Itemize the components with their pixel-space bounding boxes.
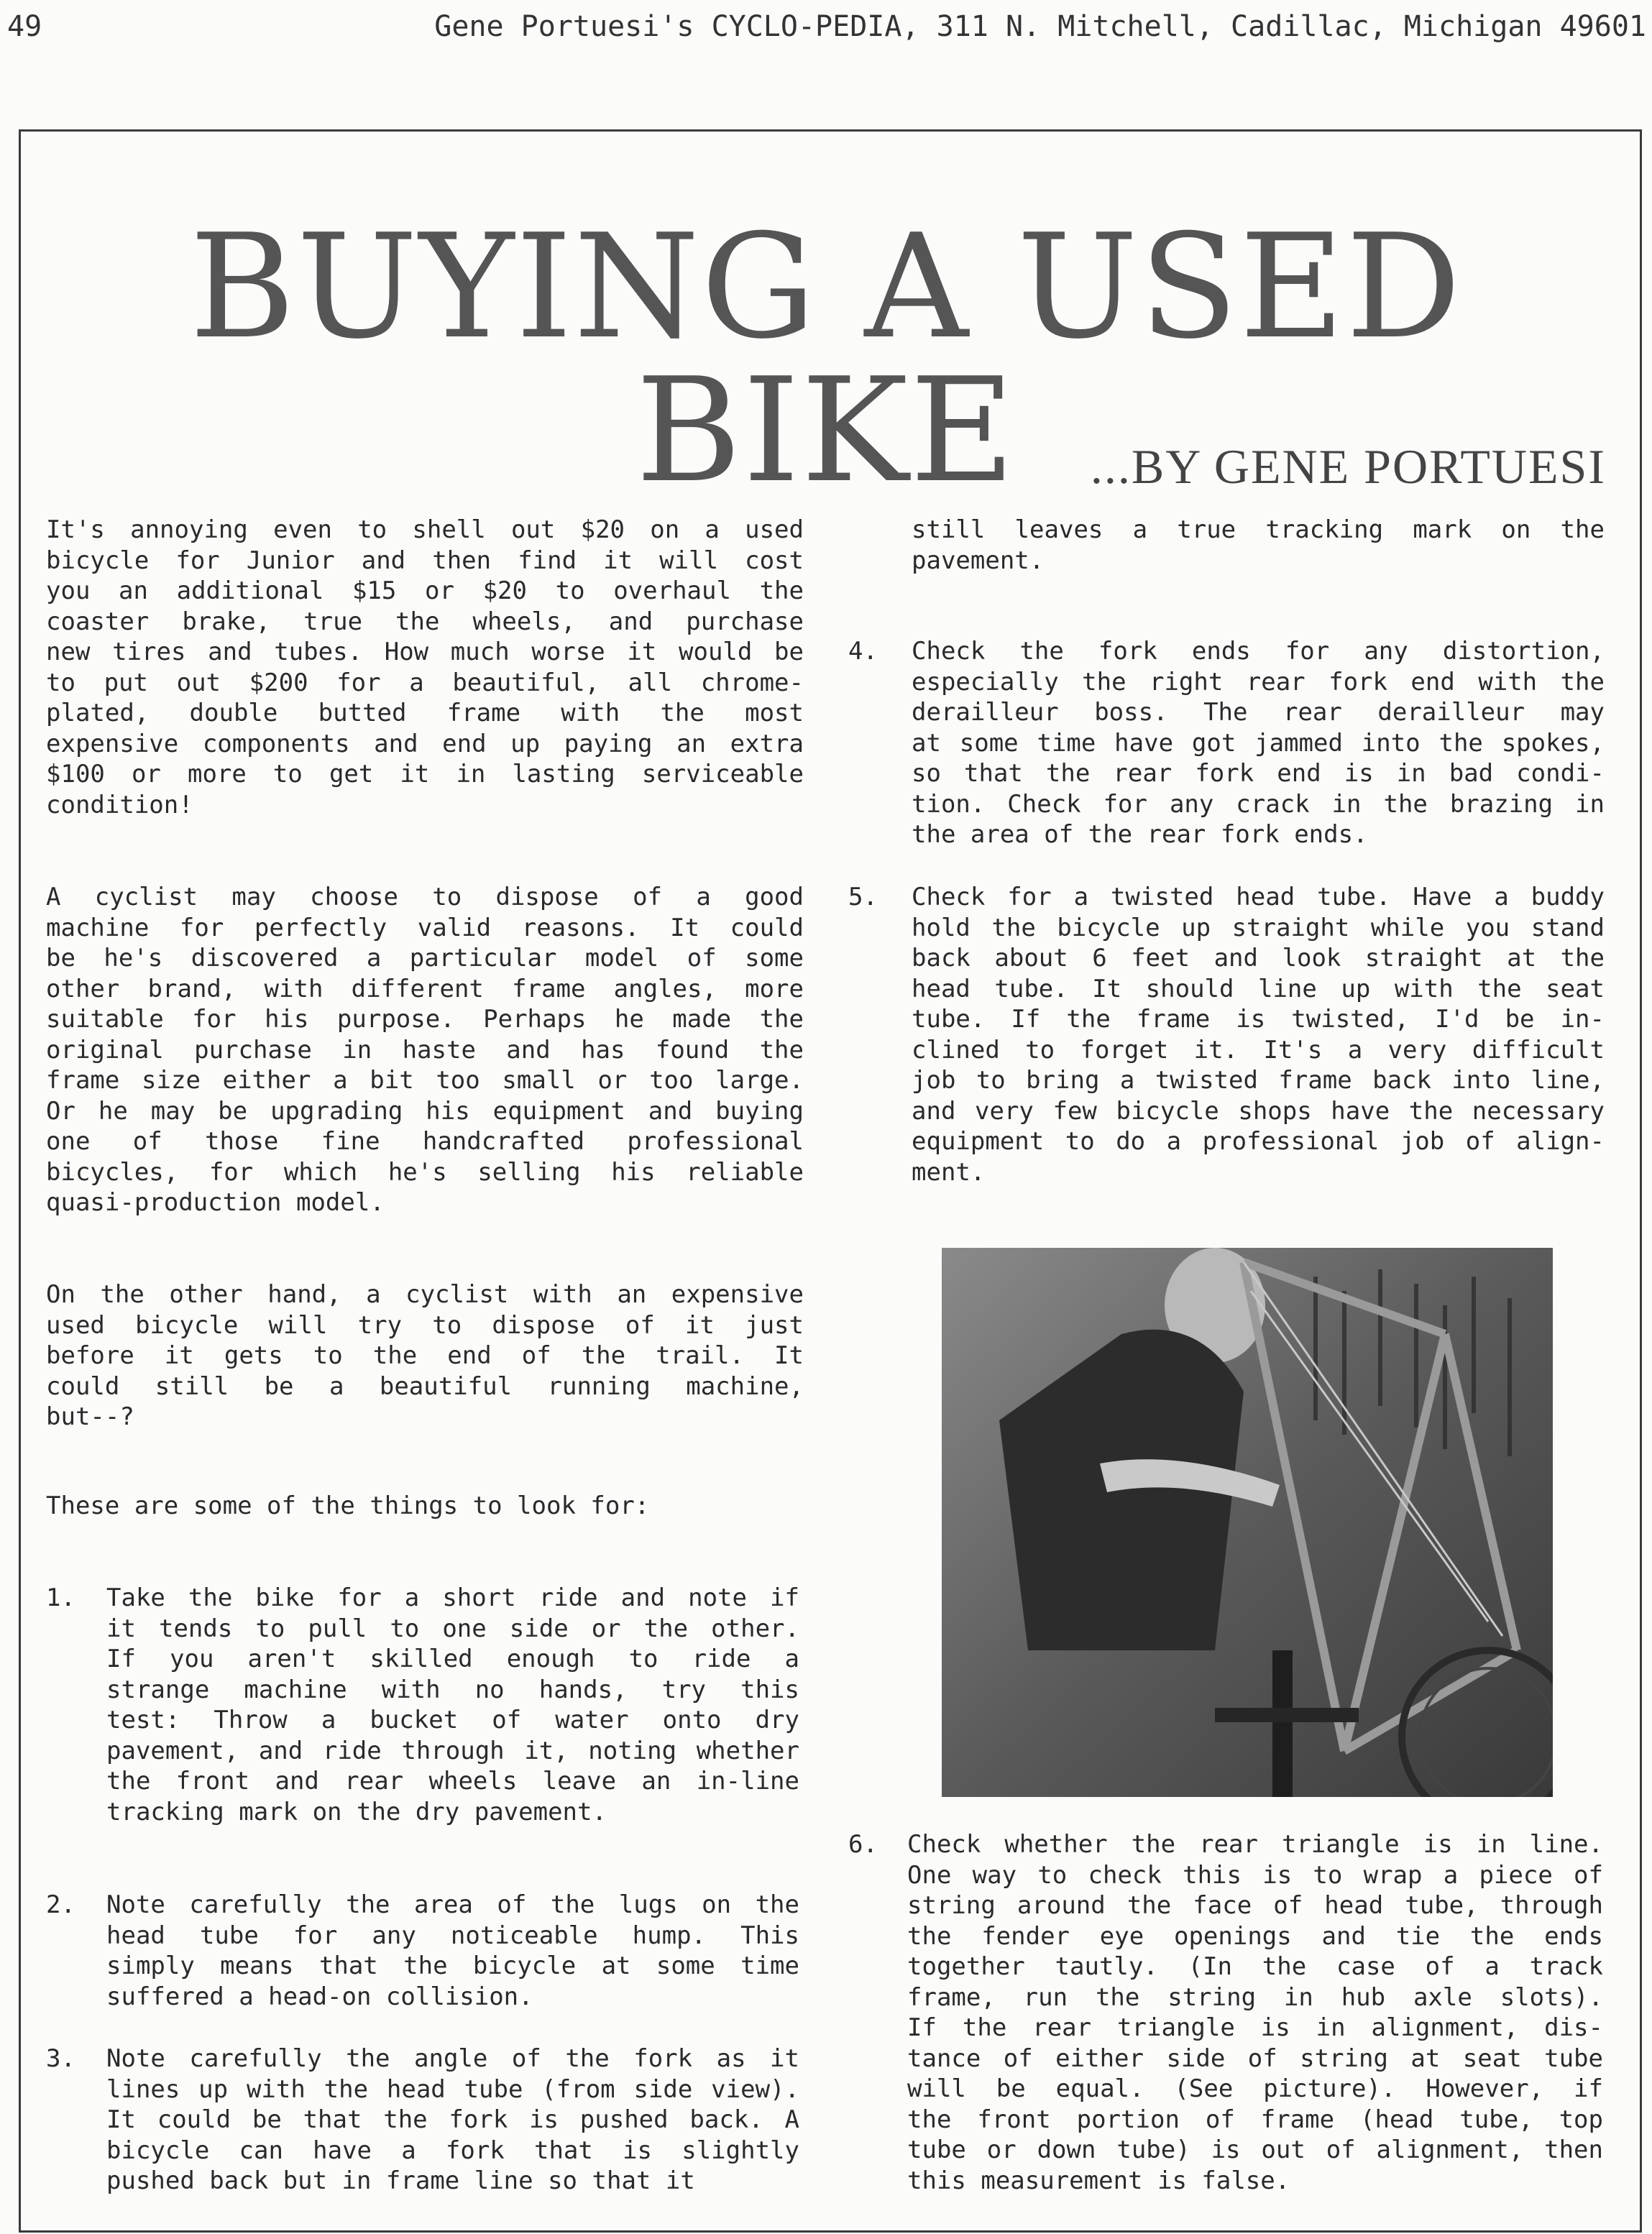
text-line: simply means that the bicycle at some time	[106, 1952, 799, 1980]
item-number: 6.	[848, 1830, 878, 1859]
text-line: tube or down tube) is out of alignment, then	[907, 2136, 1603, 2164]
text-line: job to bring a twisted frame back into line,	[912, 1066, 1605, 1095]
text-line: especially the right rear fork end with the	[912, 667, 1605, 697]
list-item	[907, 1829, 1603, 2196]
text-line: pushed back but in frame line so that it	[106, 2166, 695, 2195]
text-line: will be equal. (See picture). However, if	[907, 2074, 1603, 2103]
text-line: It's annoying even to shell out $20 on a used	[46, 515, 804, 544]
list-item	[912, 882, 1605, 1187]
text-line: If the rear triangle is in alignment, dis-	[907, 2013, 1603, 2042]
text-line: the front and rear wheels leave an in-line	[106, 1767, 799, 1796]
text-line: tube. If the frame is twisted, I'd be in-	[912, 1005, 1605, 1034]
text-line: tracking mark on the dry pavement.	[106, 1797, 607, 1826]
text-line: frame size either a bit too small or too large.	[46, 1066, 804, 1095]
text-line: one of those fine handcrafted professional	[46, 1127, 804, 1156]
text-line: original purchase in haste and has found the	[46, 1035, 804, 1065]
text-line: tion. Check for any crack in the brazing in	[912, 789, 1605, 819]
text-line: head tube. It should line up with the seat	[912, 974, 1605, 1003]
text-line: be he's discovered a particular model of some	[46, 944, 804, 973]
list-item	[912, 636, 1605, 850]
intro-paragraph-2	[46, 882, 804, 1218]
intro-paragraph-3	[46, 1279, 804, 1433]
list-item	[106, 2044, 799, 2197]
text-line: $100 or more to get it in lasting serviceable	[46, 760, 804, 789]
text-line: test: Throw a bucket of water onto dry	[106, 1706, 799, 1734]
text-line: suitable for his purpose. Perhaps he made the	[46, 1005, 804, 1034]
list-item	[106, 1890, 799, 2012]
text-line: pavement.	[912, 546, 1045, 575]
text-line: to put out $200 for a beautiful, all chrome-	[46, 668, 804, 697]
text-line: derailleur boss. The rear derailleur may	[912, 698, 1605, 727]
text-line: string around the face of head tube, through	[907, 1891, 1603, 1920]
text-line: still leaves a true tracking mark on the	[912, 515, 1605, 544]
item-number: 5.	[848, 883, 878, 911]
text-line: before it gets to the end of the trail. It	[46, 1341, 804, 1370]
text-line: bicycle for Junior and then find it will cost	[46, 546, 804, 575]
text-line: expensive components and end up paying an extra	[46, 729, 804, 758]
text-line: other brand, with different frame angles, more	[46, 974, 804, 1003]
text-line: you an additional $15 or $20 to overhaul the	[46, 576, 804, 605]
text-line: Note carefully the area of the lugs on the	[106, 1890, 799, 1919]
text-line: quasi-production model.	[46, 1188, 385, 1217]
text-line: used bicycle will try to dispose of it just	[46, 1310, 804, 1340]
text-line: lines up with the head tube (from side view).	[106, 2074, 799, 2104]
text-line: hold the bicycle up straight while you stand	[912, 913, 1605, 942]
photo-mechanic-aligning-frame	[942, 1248, 1553, 1797]
text-line: this measurement is false.	[907, 2166, 1290, 2195]
text-line: could still be a beautiful running machine,	[46, 1371, 804, 1401]
list-item-continuation	[912, 515, 1605, 576]
text-line: strange machine with no hands, try this	[106, 1675, 799, 1704]
text-line: suffered a head-on collision.	[106, 1982, 533, 2011]
text-line: Check whether the rear triangle is in line.	[907, 1830, 1603, 1859]
text-line: tance of either side of string at seat tube	[907, 2044, 1603, 2073]
text-line: bicycle can have a fork that is slightly	[106, 2136, 799, 2165]
text-line: the front portion of frame (head tube, top	[907, 2105, 1603, 2134]
intro-paragraph-1	[46, 515, 804, 820]
text-line: Check for a twisted head tube. Have a buddy	[912, 883, 1605, 911]
text-line: A cyclist may choose to dispose of a good	[46, 883, 804, 911]
item-number: 3.	[46, 2044, 75, 2073]
text-line: pavement, and ride through it, noting whether	[106, 1736, 799, 1765]
item-number: 2.	[46, 1890, 75, 1919]
page-number: 49	[7, 10, 42, 43]
text-line: bicycles, for which he's selling his reliable	[46, 1157, 804, 1187]
text-line: It could be that the fork is pushed back. A	[106, 2105, 799, 2134]
text-line: the area of the rear fork ends.	[912, 820, 1368, 849]
masthead: Gene Portuesi's CYCLO-PEDIA, 311 N. Mitchell, Cadillac, Michigan 49601	[434, 10, 1646, 43]
list-item	[106, 1583, 799, 1827]
text-line: machine for perfectly valid reasons. It could	[46, 913, 804, 942]
text-line: but--?	[46, 1402, 134, 1431]
text-line: and very few bicycle shops have the necessary	[912, 1096, 1605, 1126]
text-line: Take the bike for a short ride and note if	[106, 1583, 799, 1612]
text-line: the fender eye openings and tie the ends	[907, 1921, 1603, 1951]
text-line: new tires and tubes. How much worse it would be	[46, 638, 804, 666]
text-line: On the other hand, a cyclist with an expensive	[46, 1280, 804, 1309]
text-line: frame, run the string in hub axle slots).	[907, 1982, 1603, 2012]
text-line: clined to forget it. It's a very difficult	[912, 1035, 1605, 1065]
photo-illustration	[942, 1248, 1553, 1797]
text-line: coaster brake, true the wheels, and purchase	[46, 607, 804, 636]
article-title: BUYING A USED BIKE	[189, 203, 1463, 515]
byline: ...BY GENE PORTUESI	[1090, 439, 1606, 494]
text-line: ment.	[912, 1157, 986, 1187]
text-line: it tends to pull to one side or the other.	[106, 1614, 799, 1643]
text-line: Check the fork ends for any distortion,	[912, 637, 1605, 666]
text-line: If you aren't skilled enough to ride a	[106, 1645, 799, 1673]
text-line: so that the rear fork end is in bad condi-	[912, 759, 1605, 788]
text-line: Or he may be upgrading his equipment and buying	[46, 1096, 804, 1126]
text-line: head tube for any noticeable hump. This	[106, 1921, 799, 1950]
lead-in: These are some of the things to look for:	[46, 1491, 650, 1520]
text-line: equipment to do a professional job of align-	[912, 1127, 1605, 1156]
text-line: One way to check this is to wrap a piece of	[907, 1860, 1603, 1890]
item-number: 1.	[46, 1583, 75, 1612]
text-line: plated, double butted frame with the most	[46, 699, 804, 727]
text-line: back about 6 feet and look straight at the	[912, 944, 1605, 973]
text-line: condition!	[46, 790, 193, 819]
item-number: 4.	[848, 637, 878, 666]
text-line: Note carefully the angle of the fork as it	[106, 2044, 799, 2073]
text-line: together tautly. (In the case of a track	[907, 1952, 1603, 1981]
text-line: at some time have got jammed into the spokes,	[912, 728, 1605, 758]
